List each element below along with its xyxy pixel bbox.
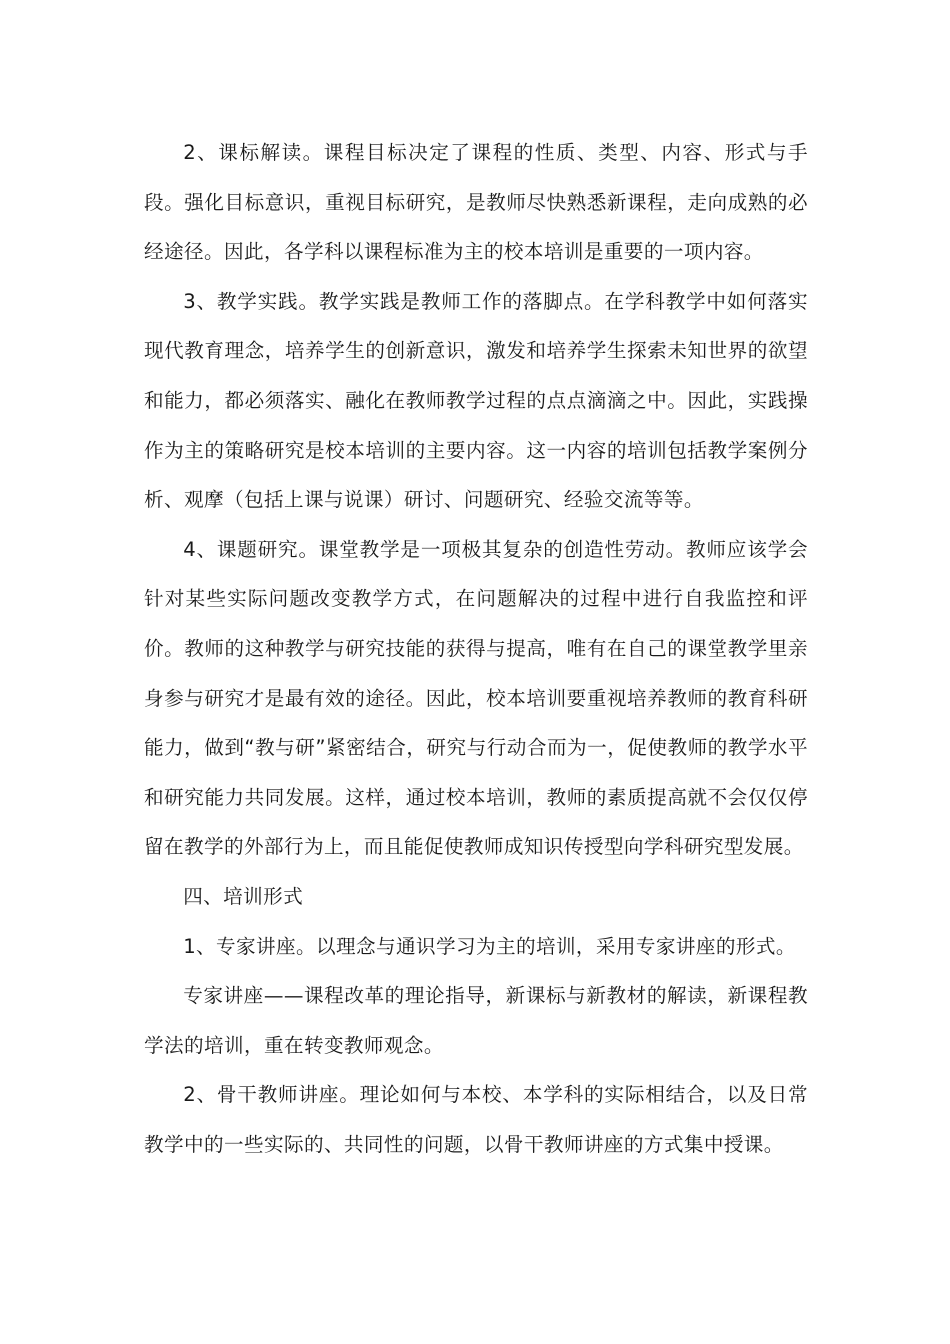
document-body bbox=[144, 128, 808, 1169]
paragraph-teaching-practice: 3、教学实践。教学实践是教师工作的落脚点。在学科教学中如何落实现代教育理念，培养学生的创新意识，激发和培养学生探索未知世界的欲望和能力，都必须落实、融化在教师教学过程的点点滴滴之中。因此，实践操作为主的策略研究是校本培训的主要内容。这一内容的培训包括教学案例分析、观摩（包括上课与说课）研讨、问题研究、经验交流等等。 bbox=[144, 289, 808, 512]
section-heading-training-forms: 四、培训形式 bbox=[183, 884, 304, 908]
paragraph-backbone-teacher-lectures: 2、骨干教师讲座。理论如何与本校、本学科的实际相结合，以及日常教学中的一些实际的、共同性的问题，以骨干教师讲座的方式集中授课。 bbox=[144, 1083, 808, 1156]
paragraph-curriculum-standards: 2、课标解读。课程目标决定了课程的性质、类型、内容、形式与手段。强化目标意识，重视目标研究，是教师尽快熟悉新课程，走向成熟的必经途径。因此，各学科以课程标准为主的校本培训是重要的一项内容。 bbox=[144, 141, 808, 264]
paragraph-expert-lectures: 1、专家讲座。以理念与通识学习为主的培训，采用专家讲座的形式。 bbox=[183, 934, 796, 958]
paragraph-expert-lecture-detail: 专家讲座——课程改革的理论指导，新课标与新教材的解读，新课程教学法的培训，重在转变教师观念。 bbox=[144, 984, 808, 1057]
paragraph-research-topics: 4、课题研究。课堂教学是一项极其复杂的创造性劳动。教师应该学会针对某些实际问题改变教学方式，在问题解决的过程中进行自我监控和评价。教师的这种教学与研究技能的获得与提高，唯有在自己的课堂教学里亲身参与研究才是最有效的途径。因此，校本培训要重视培养教师的教育科研能力，做到“教与研”紧密结合，研究与行动合而为一，促使教师的教学水平和研究能力共同发展。这样，通过校本培训，教师的素质提高就不会仅仅停留在教学的外部行为上，而且能促使教师成知识传授型向学科研究型发展。 bbox=[144, 537, 808, 859]
